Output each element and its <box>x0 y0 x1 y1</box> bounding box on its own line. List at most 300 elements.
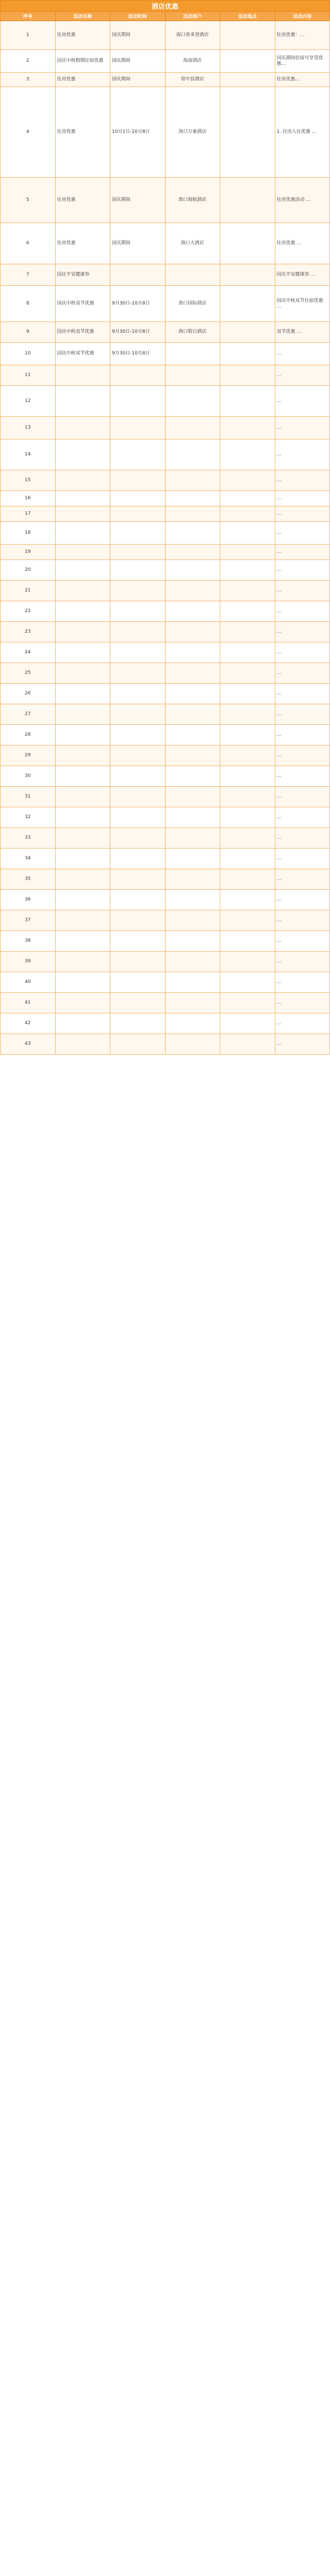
name-cell <box>55 931 110 952</box>
location-cell <box>220 322 275 343</box>
location-cell <box>220 828 275 849</box>
index-cell: 16 <box>1 491 56 506</box>
location-cell <box>220 21 275 50</box>
time-cell <box>110 745 166 766</box>
content-cell: 国庆中秋双节住宿优惠 … <box>275 286 330 322</box>
name-cell <box>55 470 110 491</box>
table-row <box>1 622 330 642</box>
name-cell <box>55 365 110 386</box>
name-cell <box>55 1013 110 1034</box>
time-cell <box>110 522 166 545</box>
table-row <box>1 560 330 581</box>
location-cell <box>220 1034 275 1055</box>
merchant-cell <box>165 787 220 807</box>
merchant-cell <box>165 506 220 522</box>
table-row <box>1 807 330 828</box>
name-cell: 住房优惠 <box>55 223 110 264</box>
time-cell: 国庆期间 <box>110 21 166 50</box>
merchant-cell <box>165 560 220 581</box>
content-cell: … <box>275 386 330 417</box>
time-cell <box>110 1034 166 1055</box>
content-cell: … <box>275 787 330 807</box>
name-cell <box>55 704 110 725</box>
time-cell <box>110 506 166 522</box>
name-cell: 住房优惠 <box>55 178 110 223</box>
table-row <box>1 178 330 223</box>
table-row <box>1 365 330 386</box>
content-cell: … <box>275 622 330 642</box>
location-cell <box>220 439 275 470</box>
table-row <box>1 849 330 869</box>
time-cell <box>110 787 166 807</box>
location-cell <box>220 849 275 869</box>
time-cell: 9月30日-10月8日 <box>110 343 166 365</box>
location-cell <box>220 952 275 972</box>
name-cell: 住房优惠 <box>55 21 110 50</box>
location-cell <box>220 910 275 931</box>
index-cell: 3 <box>1 73 56 87</box>
name-cell <box>55 1034 110 1055</box>
merchant-cell <box>165 684 220 704</box>
content-cell: … <box>275 439 330 470</box>
index-cell: 29 <box>1 745 56 766</box>
merchant-cell <box>165 491 220 506</box>
location-cell <box>220 87 275 178</box>
index-cell: 35 <box>1 869 56 890</box>
merchant-cell <box>165 849 220 869</box>
name-cell <box>55 807 110 828</box>
content-cell: … <box>275 952 330 972</box>
content-cell: 住房优惠… <box>275 73 330 87</box>
name-cell <box>55 745 110 766</box>
table-row <box>1 725 330 745</box>
location-cell <box>220 50 275 73</box>
table-row <box>1 972 330 993</box>
location-cell <box>220 286 275 322</box>
time-cell <box>110 601 166 622</box>
content-cell: … <box>275 581 330 601</box>
table-row <box>1 87 330 178</box>
time-cell <box>110 972 166 993</box>
time-cell <box>110 560 166 581</box>
index-cell: 36 <box>1 890 56 910</box>
table-row <box>1 787 330 807</box>
time-cell <box>110 725 166 745</box>
content-cell: … <box>275 890 330 910</box>
table-row <box>1 828 330 849</box>
table-row <box>1 50 330 73</box>
index-cell: 24 <box>1 642 56 663</box>
index-cell: 10 <box>1 343 56 365</box>
index-cell: 7 <box>1 264 56 286</box>
content-cell: … <box>275 491 330 506</box>
header-row <box>1 12 330 21</box>
time-cell <box>110 545 166 560</box>
content-cell: 双节优惠 … <box>275 322 330 343</box>
index-cell: 23 <box>1 622 56 642</box>
content-cell: … <box>275 849 330 869</box>
location-cell <box>220 417 275 439</box>
name-cell <box>55 684 110 704</box>
merchant-cell: 海口万豪酒店 <box>165 87 220 178</box>
name-cell: 住房优惠 <box>55 73 110 87</box>
table-row <box>1 642 330 663</box>
merchant-cell <box>165 642 220 663</box>
merchant-cell: 海口海航酒店 <box>165 178 220 223</box>
index-cell: 42 <box>1 1013 56 1034</box>
table-row <box>1 343 330 365</box>
time-cell <box>110 581 166 601</box>
name-cell <box>55 386 110 417</box>
content-cell: … <box>275 470 330 491</box>
merchant-cell <box>165 725 220 745</box>
name-cell <box>55 972 110 993</box>
time-cell: 9月30日-10月8日 <box>110 322 166 343</box>
table-row <box>1 545 330 560</box>
location-cell <box>220 642 275 663</box>
content-cell: … <box>275 684 330 704</box>
location-cell <box>220 704 275 725</box>
content-cell: … <box>275 745 330 766</box>
merchant-cell: 琼中县酒店 <box>165 73 220 87</box>
merchant-cell <box>165 745 220 766</box>
index-cell: 25 <box>1 663 56 684</box>
index-cell: 1 <box>1 21 56 50</box>
index-cell: 12 <box>1 386 56 417</box>
content-cell: … <box>275 506 330 522</box>
location-cell <box>220 386 275 417</box>
index-cell: 15 <box>1 470 56 491</box>
location-cell <box>220 890 275 910</box>
table-row <box>1 993 330 1013</box>
location-cell <box>220 178 275 223</box>
index-cell: 17 <box>1 506 56 522</box>
table-row <box>1 1034 330 1055</box>
name-cell <box>55 522 110 545</box>
time-cell: 国庆期间 <box>110 223 166 264</box>
merchant-cell <box>165 581 220 601</box>
name-cell <box>55 993 110 1013</box>
index-cell: 38 <box>1 931 56 952</box>
merchant-cell <box>165 545 220 560</box>
location-cell <box>220 931 275 952</box>
content-cell: … <box>275 910 330 931</box>
header-merchant: 活动商户 <box>165 12 220 21</box>
name-cell <box>55 849 110 869</box>
header-activity-time: 活动时间 <box>110 12 166 21</box>
merchant-cell: 海口国际酒店 <box>165 286 220 322</box>
index-cell: 41 <box>1 993 56 1013</box>
name-cell <box>55 491 110 506</box>
merchant-cell <box>165 890 220 910</box>
location-cell <box>220 506 275 522</box>
banner-title: 酒店优惠 <box>1 1 330 12</box>
name-cell <box>55 663 110 684</box>
time-cell <box>110 704 166 725</box>
index-cell: 43 <box>1 1034 56 1055</box>
index-cell: 20 <box>1 560 56 581</box>
name-cell <box>55 910 110 931</box>
index-cell: 8 <box>1 286 56 322</box>
name-cell <box>55 581 110 601</box>
location-cell <box>220 869 275 890</box>
content-cell: 国庆平安健康券 … <box>275 264 330 286</box>
table-row <box>1 601 330 622</box>
location-cell <box>220 1013 275 1034</box>
merchant-cell <box>165 601 220 622</box>
content-cell: … <box>275 869 330 890</box>
content-cell: … <box>275 1013 330 1034</box>
name-cell <box>55 890 110 910</box>
content-cell: … <box>275 725 330 745</box>
time-cell <box>110 869 166 890</box>
time-cell: 10月1日-10月8日 <box>110 87 166 178</box>
time-cell <box>110 931 166 952</box>
time-cell <box>110 890 166 910</box>
content-cell: … <box>275 343 330 365</box>
index-cell: 37 <box>1 910 56 931</box>
location-cell <box>220 560 275 581</box>
time-cell <box>110 491 166 506</box>
name-cell <box>55 545 110 560</box>
name-cell <box>55 439 110 470</box>
location-cell <box>220 684 275 704</box>
table-row <box>1 21 330 50</box>
content-cell: 1. 住房入住优惠 … <box>275 87 330 178</box>
name-cell <box>55 725 110 745</box>
merchant-cell <box>165 869 220 890</box>
index-cell: 22 <box>1 601 56 622</box>
name-cell <box>55 787 110 807</box>
table-row <box>1 704 330 725</box>
merchant-cell <box>165 1034 220 1055</box>
location-cell <box>220 581 275 601</box>
location-cell <box>220 522 275 545</box>
name-cell: 国庆中秋假期住宿优惠 <box>55 50 110 73</box>
banner-row <box>1 1 330 12</box>
merchant-cell <box>165 704 220 725</box>
location-cell <box>220 491 275 506</box>
table-row <box>1 417 330 439</box>
index-cell: 40 <box>1 972 56 993</box>
index-cell: 28 <box>1 725 56 745</box>
time-cell <box>110 417 166 439</box>
index-cell: 19 <box>1 545 56 560</box>
name-cell <box>55 869 110 890</box>
content-cell: … <box>275 766 330 787</box>
index-cell: 27 <box>1 704 56 725</box>
merchant-cell: 海口大酒店 <box>165 223 220 264</box>
location-cell <box>220 807 275 828</box>
table-row <box>1 73 330 87</box>
content-cell: … <box>275 365 330 386</box>
merchant-cell <box>165 663 220 684</box>
location-cell <box>220 73 275 87</box>
merchant-cell <box>165 931 220 952</box>
content-cell: … <box>275 642 330 663</box>
merchant-cell <box>165 470 220 491</box>
index-cell: 33 <box>1 828 56 849</box>
index-cell: 32 <box>1 807 56 828</box>
time-cell: 国庆期间 <box>110 178 166 223</box>
content-cell: 国庆期间住宿可享受优惠… <box>275 50 330 73</box>
location-cell <box>220 745 275 766</box>
content-cell: … <box>275 1034 330 1055</box>
header-location: 活动地点 <box>220 12 275 21</box>
page <box>0 0 330 1055</box>
table-row <box>1 386 330 417</box>
index-cell: 5 <box>1 178 56 223</box>
index-cell: 34 <box>1 849 56 869</box>
index-cell: 9 <box>1 322 56 343</box>
time-cell <box>110 642 166 663</box>
location-cell <box>220 601 275 622</box>
time-cell <box>110 807 166 828</box>
name-cell: 国庆平安健康券 <box>55 264 110 286</box>
name-cell <box>55 601 110 622</box>
time-cell <box>110 386 166 417</box>
content-cell: 住房优惠：… <box>275 21 330 50</box>
index-cell: 6 <box>1 223 56 264</box>
merchant-cell <box>165 417 220 439</box>
merchant-cell <box>165 828 220 849</box>
content-cell: … <box>275 993 330 1013</box>
name-cell: 住房优惠 <box>55 87 110 178</box>
merchant-cell <box>165 386 220 417</box>
content-cell: … <box>275 807 330 828</box>
merchant-cell <box>165 1013 220 1034</box>
merchant-cell <box>165 522 220 545</box>
table-row <box>1 952 330 972</box>
header-content: 活动内容 <box>275 12 330 21</box>
table-row <box>1 439 330 470</box>
time-cell <box>110 264 166 286</box>
index-cell: 4 <box>1 87 56 178</box>
table-row <box>1 506 330 522</box>
location-cell <box>220 470 275 491</box>
content-cell: 住房优惠活动 … <box>275 178 330 223</box>
index-cell: 11 <box>1 365 56 386</box>
index-cell: 13 <box>1 417 56 439</box>
index-cell: 30 <box>1 766 56 787</box>
time-cell: 9月30日-10月8日 <box>110 286 166 322</box>
content-cell: 住房优惠 … <box>275 223 330 264</box>
time-cell <box>110 622 166 642</box>
table-row <box>1 684 330 704</box>
content-cell: … <box>275 828 330 849</box>
location-cell <box>220 264 275 286</box>
content-cell: … <box>275 931 330 952</box>
name-cell <box>55 642 110 663</box>
header-index: 序号 <box>1 12 56 21</box>
merchant-cell <box>165 766 220 787</box>
time-cell <box>110 684 166 704</box>
name-cell <box>55 506 110 522</box>
table-row <box>1 223 330 264</box>
time-cell <box>110 910 166 931</box>
time-cell: 国庆期间 <box>110 73 166 87</box>
location-cell <box>220 725 275 745</box>
name-cell <box>55 622 110 642</box>
merchant-cell <box>165 910 220 931</box>
table-row <box>1 322 330 343</box>
merchant-cell <box>165 807 220 828</box>
name-cell: 国庆中秋双节优惠 <box>55 343 110 365</box>
name-cell <box>55 417 110 439</box>
index-cell: 26 <box>1 684 56 704</box>
table-row <box>1 1013 330 1034</box>
time-cell <box>110 766 166 787</box>
table-row <box>1 264 330 286</box>
index-cell: 31 <box>1 787 56 807</box>
index-cell: 2 <box>1 50 56 73</box>
time-cell <box>110 993 166 1013</box>
merchant-cell <box>165 343 220 365</box>
content-cell: … <box>275 601 330 622</box>
time-cell <box>110 952 166 972</box>
index-cell: 14 <box>1 439 56 470</box>
index-cell: 18 <box>1 522 56 545</box>
table-body <box>1 21 330 1055</box>
content-cell: … <box>275 972 330 993</box>
index-cell: 39 <box>1 952 56 972</box>
table-row <box>1 766 330 787</box>
merchant-cell: 海南酒店 <box>165 50 220 73</box>
time-cell <box>110 828 166 849</box>
merchant-cell <box>165 365 220 386</box>
content-cell: … <box>275 545 330 560</box>
table-row <box>1 910 330 931</box>
table-row <box>1 931 330 952</box>
merchant-cell: 海口假日酒店 <box>165 322 220 343</box>
location-cell <box>220 787 275 807</box>
merchant-cell: 海口喜来登酒店 <box>165 21 220 50</box>
merchant-cell <box>165 264 220 286</box>
name-cell <box>55 560 110 581</box>
header-activity-name: 活动名称 <box>55 12 110 21</box>
merchant-cell <box>165 972 220 993</box>
location-cell <box>220 223 275 264</box>
merchant-cell <box>165 622 220 642</box>
table-row <box>1 286 330 322</box>
time-cell <box>110 849 166 869</box>
merchant-cell <box>165 952 220 972</box>
location-cell <box>220 622 275 642</box>
name-cell: 国庆中秋双节优惠 <box>55 286 110 322</box>
content-cell: … <box>275 663 330 684</box>
location-cell <box>220 766 275 787</box>
location-cell <box>220 545 275 560</box>
table-row <box>1 470 330 491</box>
time-cell <box>110 663 166 684</box>
time-cell <box>110 365 166 386</box>
content-cell: … <box>275 417 330 439</box>
content-cell: … <box>275 704 330 725</box>
location-cell <box>220 972 275 993</box>
location-cell <box>220 993 275 1013</box>
content-cell: … <box>275 560 330 581</box>
time-cell: 国庆期间 <box>110 50 166 73</box>
index-cell: 21 <box>1 581 56 601</box>
content-cell: … <box>275 522 330 545</box>
location-cell <box>220 343 275 365</box>
table-row <box>1 663 330 684</box>
time-cell <box>110 470 166 491</box>
name-cell <box>55 828 110 849</box>
table-row <box>1 581 330 601</box>
merchant-cell <box>165 439 220 470</box>
table-row <box>1 890 330 910</box>
